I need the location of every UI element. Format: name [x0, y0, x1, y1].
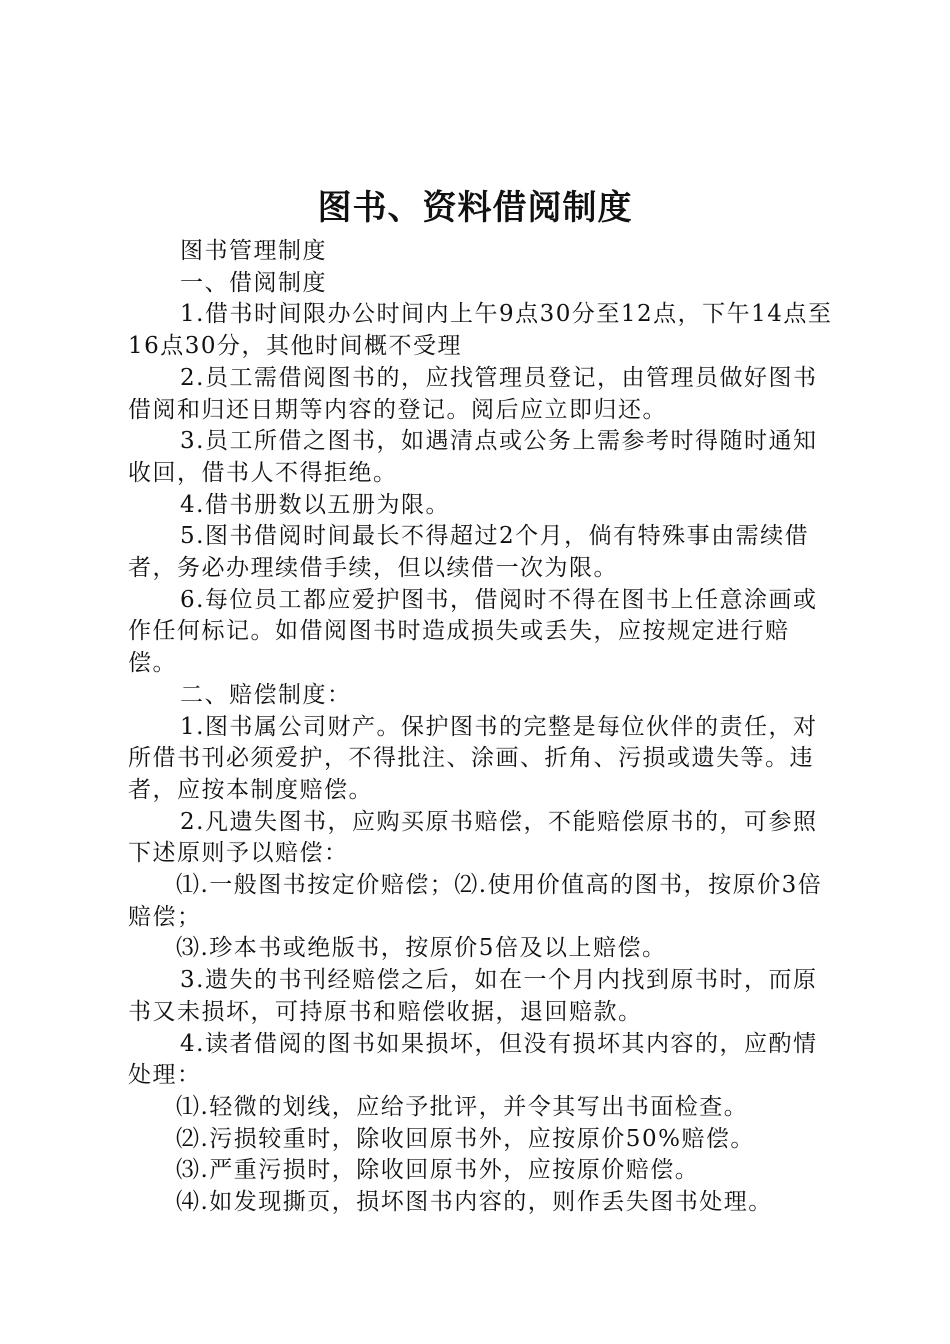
paragraph: ⑵.污损较重时，除收回原书外，应按原价50%赔偿。 [176, 1125, 755, 1152]
paragraph: 5.图书借阅时间最长不得超过2个月，倘有特殊事由需续借者，务必办理续借手续，但以续借一次为限。 [128, 523, 810, 582]
paragraph: 4.读者借阅的图书如果损坏，但没有损坏其内容的，应酌情处理： [128, 1030, 818, 1089]
paragraph: 3.遗失的书刊经赔偿之后，如在一个月内找到原书时，而原书又未损坏，可持原书和赔偿收据，退回赔款。 [128, 967, 818, 1025]
paragraph: 2.凡遗失图书，应购买原书赔偿，不能赔偿原书的，可参照下述原则予以赔偿： [128, 808, 818, 867]
paragraph: ⑴.轻微的划线，应给予批评，并令其写出书面检查。 [176, 1093, 749, 1120]
section-heading: 二、赔偿制度： [180, 681, 352, 708]
paragraph: 1.图书属公司财产。保护图书的完整是每位伙伴的责任，对所借书刊必须爱护，不得批注、涂画、折角、污损或遗失等。违者，应按本制度赔偿。 [128, 713, 818, 803]
paragraph: 2.员工需借阅图书的，应找管理员登记，由管理员做好图书借阅和归还日期等内容的登记。阅后应立即归还。 [128, 364, 818, 423]
paragraph: 1.借书时间限办公时间内上午9点30分至12点，下午14点至16点30分，其他时间概不受理 [128, 301, 833, 360]
paragraph: 6.每位员工都应爱护图书，借阅时不得在图书上任意涂画或作任何标记。如借阅图书时造成损失或丢失，应按规定进行赔偿。 [128, 586, 818, 677]
paragraph: ⑶.珍本书或绝版书，按原价5倍及以上赔偿。 [176, 935, 667, 962]
paragraph: 图书管理制度 [180, 238, 327, 264]
document-title: 图书、资料借阅制度 [317, 188, 633, 228]
paragraph: 4.借书册数以五册为限。 [180, 491, 450, 518]
paragraph: ⑷.如发现撕页，损坏图书内容的，则作丢失图书处理。 [176, 1189, 773, 1216]
paragraph: 3.员工所借之图书，如遇清点或公务上需参考时得随时通知收回，借书人不得拒绝。 [128, 428, 818, 486]
section-heading: 一、借阅制度 [180, 269, 327, 296]
document-body [128, 236, 834, 1219]
paragraph: ⑶.严重污损时，除收回原书外，应按原价赔偿。 [176, 1157, 700, 1184]
paragraph: ⑴.一般图书按定价赔偿；⑵.使用价值高的图书，按原价3倍赔偿； [128, 872, 823, 930]
